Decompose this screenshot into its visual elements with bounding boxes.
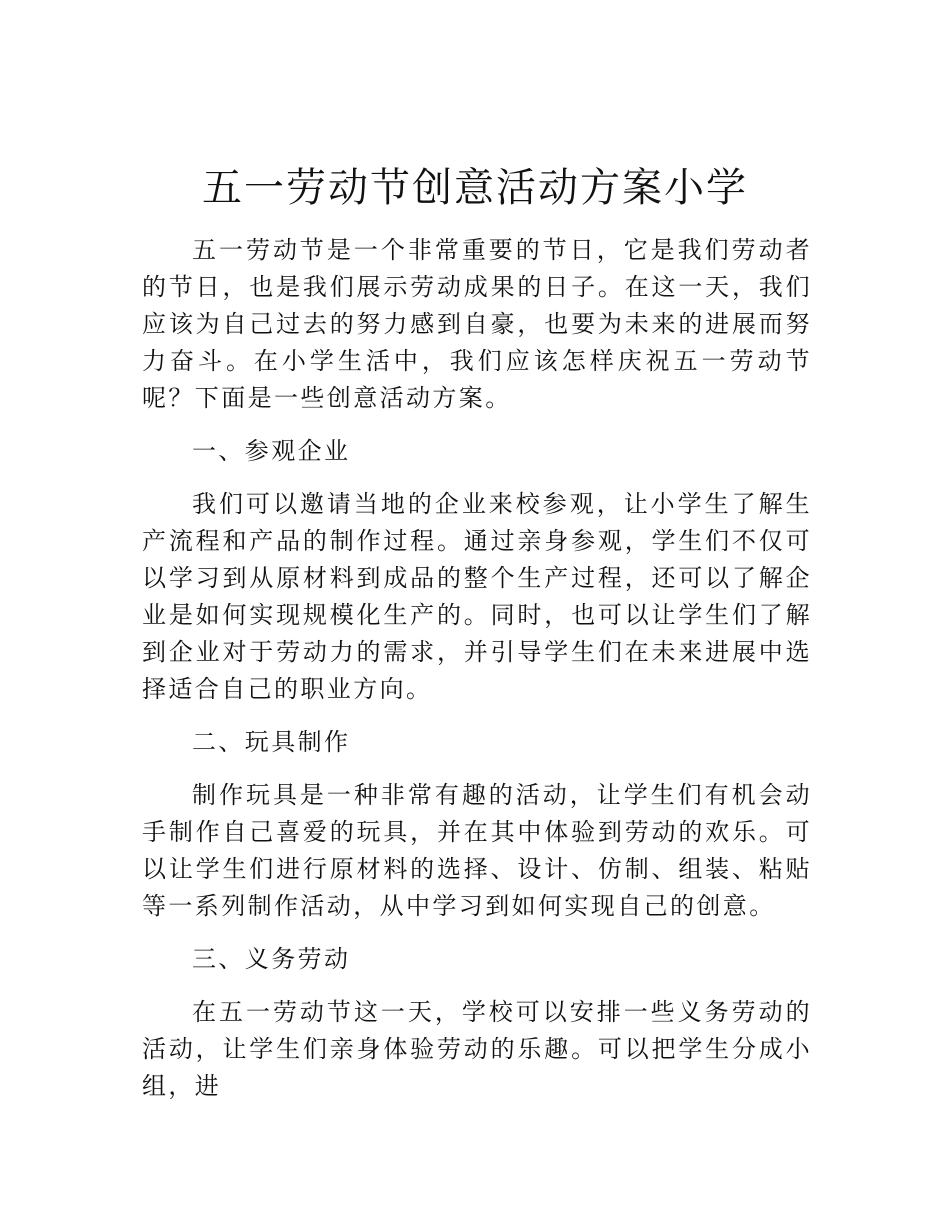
section-paragraph-toy-making: 制作玩具是一种非常有趣的活动，让学生们有机会动手制作自己喜爱的玩具，并在其中体验到劳动的欢乐。可以让学生们进行原材料的选择、设计、仿制、组装、粘贴等一系列制作活动，从中学习到如何实现自己的创意。 xyxy=(142,781,812,920)
document-title: 五一劳动节创意活动方案小学 xyxy=(202,165,748,211)
intro-paragraph: 五一劳动节是一个非常重要的节日，它是我们劳动者的节日，也是我们展示劳动成果的日子。在这一天，我们应该为自己过去的努力感到自豪，也要为未来的进展而努力奋斗。在小学生活中，我们应该怎样庆祝五一劳动节呢？下面是一些创意活动方案。 xyxy=(142,236,812,412)
section-paragraph-volunteer-labor: 在五一劳动节这一天，学校可以安排一些义务劳动的活动，让学生们亲身体验劳动的乐趣。可以把学生分成小组，进 xyxy=(142,998,812,1100)
section-heading-visit-enterprise: 一、参观企业 xyxy=(192,437,351,465)
document-body xyxy=(142,232,812,1121)
section-heading-toy-making: 二、玩具制作 xyxy=(192,728,351,756)
section-paragraph-visit-enterprise: 我们可以邀请当地的企业来校参观，让小学生了解生产流程和产品的制作过程。通过亲身参观，学生们不仅可以学习到从原材料到成品的整个生产过程，还可以了解企业是如何实现规模化生产的。同时，也可以让学生们了解到企业对于劳动力的需求，并引导学生们在未来进展中选择适合自己的职业方向。 xyxy=(142,490,812,703)
section-heading-volunteer-labor: 三、义务劳动 xyxy=(192,945,351,973)
